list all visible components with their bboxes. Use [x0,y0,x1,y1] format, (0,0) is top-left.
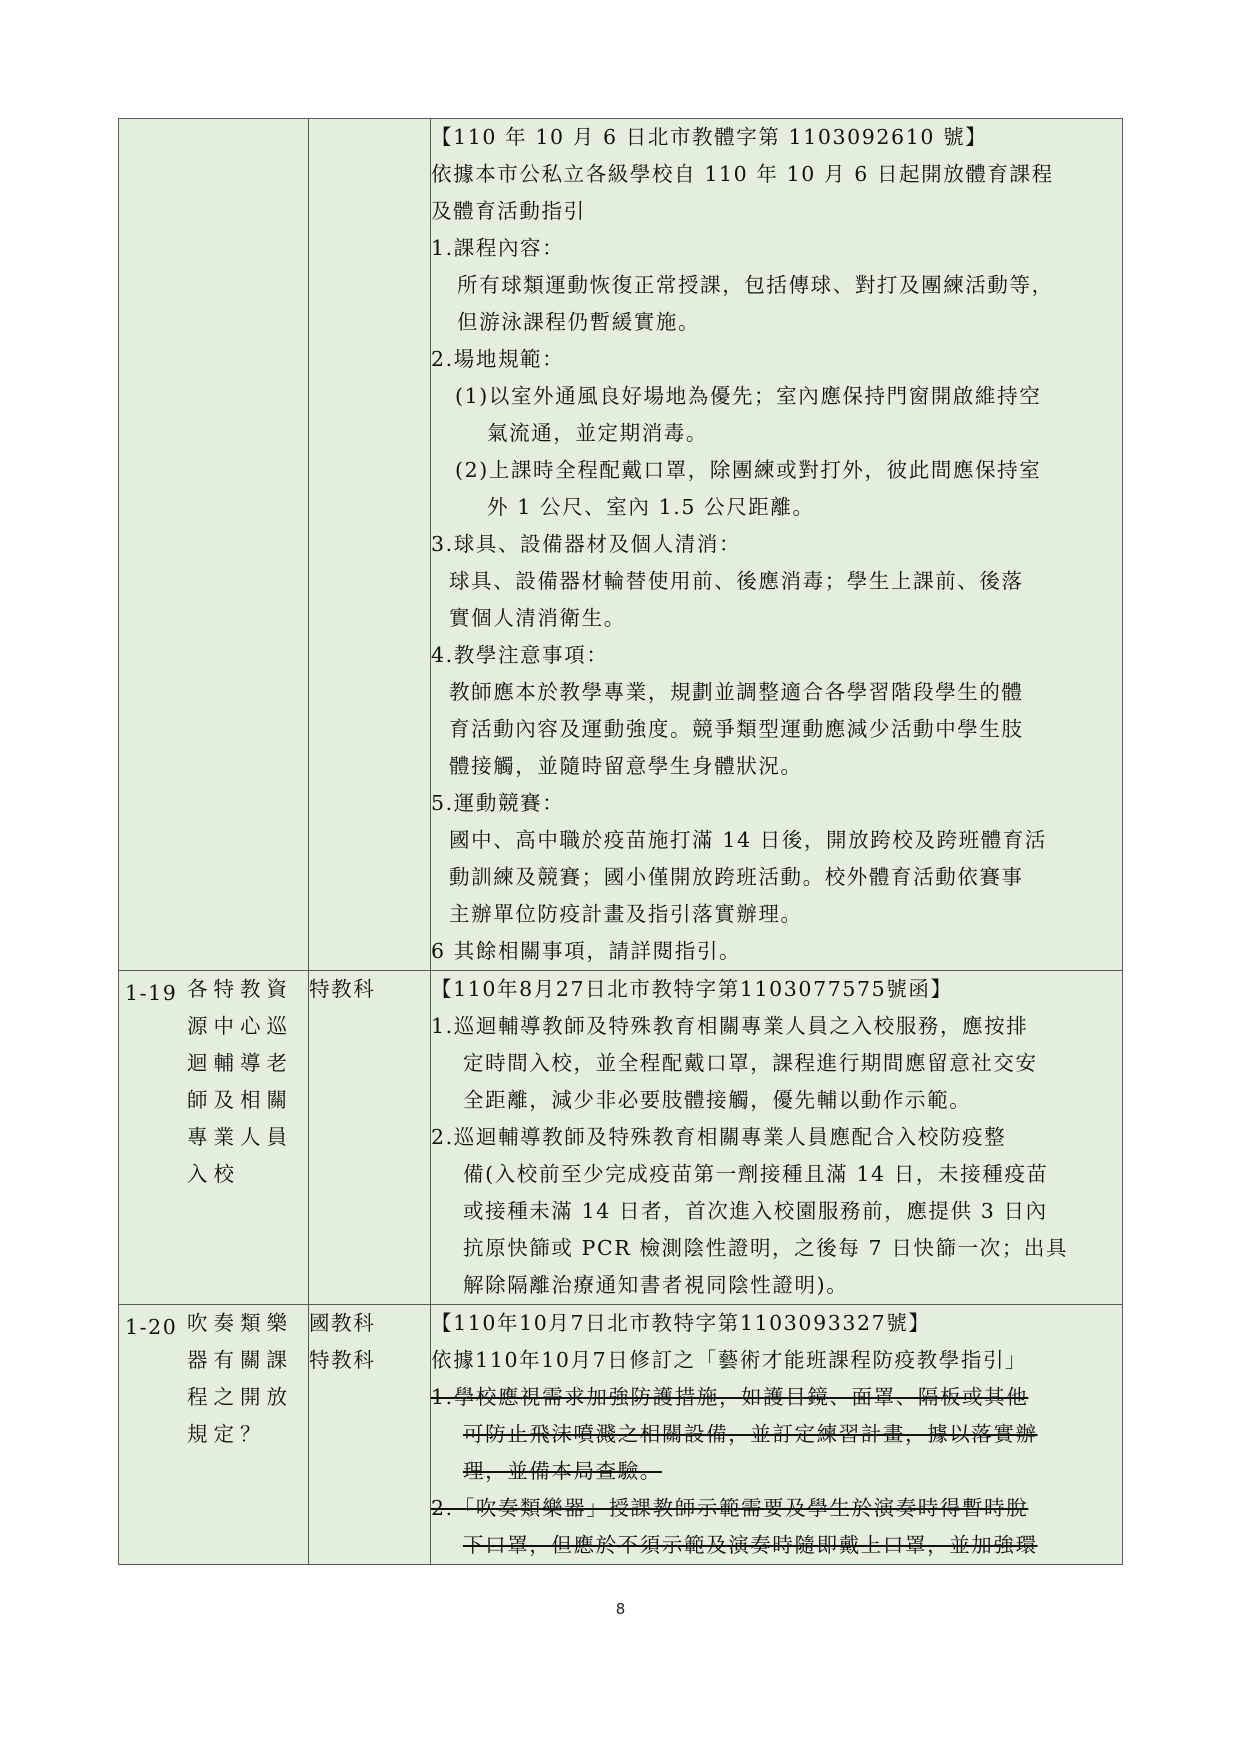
item-title-line: 源中心巡 [187,1014,293,1038]
content-line: 依據本市公私立各級學校自 110 年 10 月 6 日起開放體育課程 [431,162,1054,186]
content-line: 抗原快篩或 PCR 檢測陰性證明，之後每 7 日快篩一次；出具 [463,1236,1069,1260]
table-row-1-19 [119,971,1123,1305]
content-line: 主辦單位防疫計畫及指引落實辦理。 [449,902,803,926]
content-line: 3.球具、設備器材及個人清消： [431,532,742,556]
content-line: 教師應本於教學專業，規劃並調整適合各學習階段學生的體 [449,680,1024,704]
item-number: 1-20 [125,1315,178,1339]
item-number: 1-19 [125,981,178,1005]
content-line: 但游泳課程仍暫緩實施。 [457,310,701,334]
content-cell [431,119,1123,971]
content-line: 實個人清消衛生。 [449,606,626,630]
content-line: 全距離，減少非必要肢體接觸，優先輔以動作示範。 [463,1088,972,1112]
number-title-cell [119,1305,309,1565]
content-line: 球具、設備器材輪替使用前、後應消毒；學生上課前、後落 [449,569,1024,593]
department-label: 特教科 [309,977,376,1001]
content-line: 4.教學注意事項： [431,643,609,667]
table-row-continued [119,119,1123,971]
document-table [118,118,1123,1565]
department-cell [309,1305,431,1565]
content-line: 定時間入校，並全程配戴口罩，課程進行期間應留意社交安 [463,1051,1038,1075]
department-label: 特教科 [309,1348,376,1372]
department-cell [309,971,431,1305]
content-line: 備(入校前至少完成疫苗第一劑接種且滿 14 日，未接種疫苗 [463,1162,1049,1186]
content-cell [431,971,1123,1305]
page-number: 8 [615,1600,626,1618]
item-title-line: 迴輔導老 [187,1051,293,1075]
item-title-line: 程之開放 [187,1385,293,1409]
department-cell [309,119,431,971]
content-line: 6 其餘相關事項，請詳閱指引。 [431,939,742,963]
item-title-line: 入校 [187,1162,240,1186]
content-line: 5.運動競賽： [431,791,565,815]
content-line: 所有球類運動恢復正常授課，包括傳球、對打及團練活動等， [457,273,1054,297]
content-line: 1.課程內容： [431,236,565,260]
content-line: 2.場地規範： [431,347,565,371]
struck-content-line: 1.學校應視需求加強防護措施，如護目鏡、面罩、隔板或其他 [431,1385,1029,1409]
content-line: (1)以室外通風良好場地為優先；室內應保持門窗開啟維持空 [455,384,1042,408]
item-title-line: 師及相關 [187,1088,293,1112]
struck-content-line: 下口罩，但應於不須示範及演奏時隨即戴上口罩，並加強環 [463,1533,1038,1557]
content-line: (2)上課時全程配戴口罩，除團練或對打外，彼此間應保持室 [455,458,1042,482]
content-line: 解除隔離治療通知書者視同陰性證明)。 [463,1273,849,1297]
content-line: 2.巡迴輔導教師及特殊教育相關專業人員應配合入校防疫整 [431,1125,1007,1149]
content-line: 體接觸，並隨時留意學生身體狀況。 [449,754,803,778]
department-label: 國教科 [309,1311,376,1335]
content-cell [431,1305,1123,1565]
item-title-line: 器有關課 [187,1348,293,1372]
item-title-line: 各特教資 [187,977,293,1001]
content-line: 【110 年 10 月 6 日北市教體字第 1103092610 號】 [431,125,988,149]
content-line: 1.巡迴輔導教師及特殊教育相關專業人員之入校服務，應按排 [431,1014,1029,1038]
item-title-line: 吹奏類樂 [187,1311,293,1335]
content-line: 動訓練及競賽；國小僅開放跨班活動。校外體育活動依賽事 [449,865,1024,889]
content-line: 外 1 公尺、室內 1.5 公尺距離。 [487,495,815,519]
content-line: 或接種未滿 14 日者，首次進入校園服務前，應提供 3 日內 [463,1199,1048,1223]
content-line: 依據110年10月7日修訂之「藝術才能班課程防疫教學指引」 [431,1348,1028,1372]
number-title-cell [119,971,309,1305]
struck-content-line: 可防止飛沫噴濺之相關設備，並訂定練習計畫，據以落實辦 [463,1422,1038,1446]
content-line: 【110年10月7日北市教特字第1103093327號】 [431,1311,931,1335]
number-title-cell [119,119,309,971]
table-row-1-20 [119,1305,1123,1565]
content-line: 育活動內容及運動強度。競爭類型運動應減少活動中學生肢 [449,717,1024,741]
content-line: 及體育活動指引 [431,199,586,223]
content-line: 【110年8月27日北市教特字第1103077575號函】 [431,977,953,1001]
struck-content-line: 理，並備本局查驗。 [463,1459,662,1483]
content-line: 氣流通，並定期消毒。 [487,421,708,445]
item-title-line: 規定？ [187,1422,267,1446]
item-title-line: 專業人員 [187,1125,293,1149]
struck-content-line: 2.「吹奏類樂器」授課教師示範需要及學生於演奏時得暫時脫 [431,1496,1029,1520]
content-line: 國中、高中職於疫苗施打滿 14 日後，開放跨校及跨班體育活 [449,828,1048,852]
